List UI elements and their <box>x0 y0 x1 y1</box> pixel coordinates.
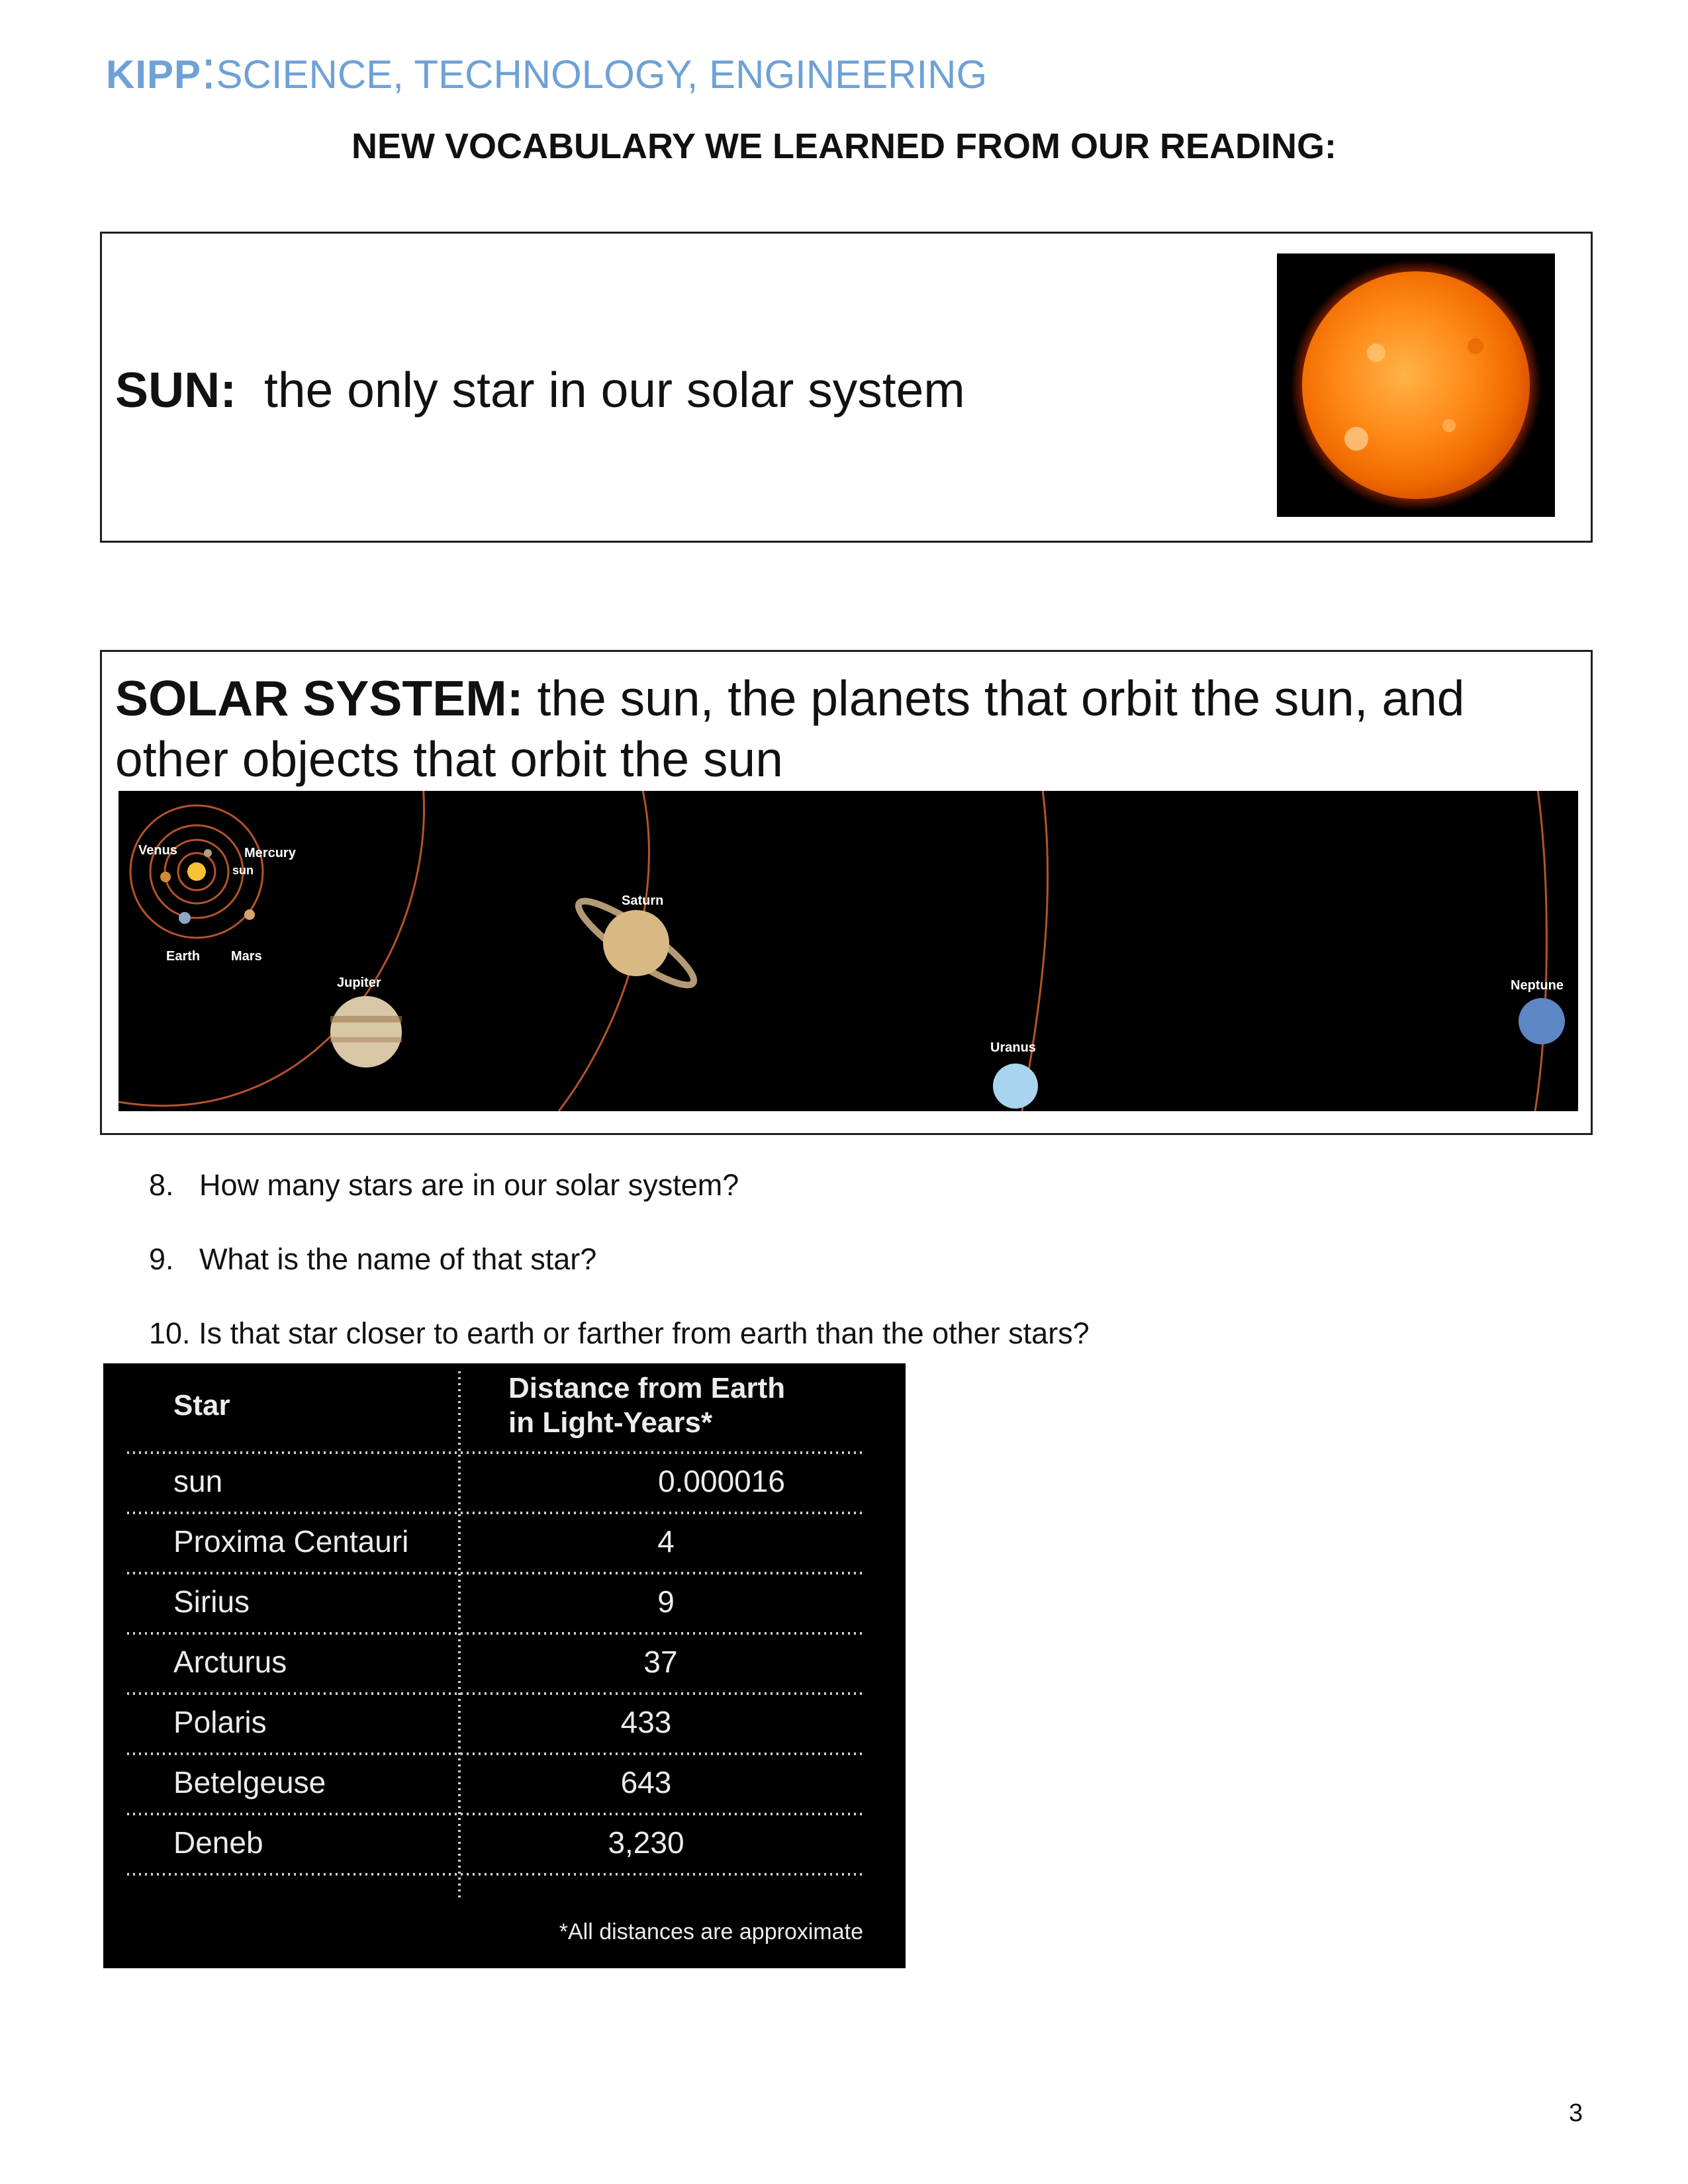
table-cell-distance: 9 <box>657 1584 675 1619</box>
vocab-definition-solar-system: the sun, the planets that orbit the sun, and other objects that orbit the sun <box>115 670 1465 787</box>
table-header-distance: Distance from Earth <box>508 1372 786 1404</box>
vocab-term-solar-system: SOLAR SYSTEM: <box>115 670 524 726</box>
label-uranus: Uranus <box>990 1040 1036 1055</box>
question-item <box>149 1316 1090 1351</box>
question-text: How many stars are in our solar system? <box>199 1168 739 1202</box>
vocab-box-sun <box>100 232 1593 543</box>
sun-photo-icon <box>1277 253 1555 517</box>
table-cell-star: sun <box>173 1464 223 1498</box>
question-text: What is the name of that star? <box>199 1242 597 1276</box>
kipp-brand: KIPP <box>106 52 202 97</box>
page-heading: NEW VOCABULARY WE LEARNED FROM OUR READING: <box>352 126 1336 166</box>
kipp-logo <box>106 52 987 97</box>
vocab-sun-text <box>115 359 965 420</box>
label-mars: Mars <box>231 949 262 964</box>
label-mercury: Mercury <box>244 846 296 860</box>
label-earth: Earth <box>166 949 201 964</box>
vocab-solar-system-text <box>115 668 1571 790</box>
table-cell-distance: 0.000016 <box>658 1464 785 1498</box>
table-cell-distance: 643 <box>620 1765 672 1799</box>
question-text: Is that star closer to earth or farther from earth than the other stars? <box>199 1316 1090 1350</box>
label-venus: Venus <box>138 843 177 858</box>
page-number: 3 <box>1569 2099 1583 2127</box>
table-header-distance-unit: in Light-Years* <box>508 1406 713 1439</box>
solar-system-diagram <box>118 791 1578 1111</box>
table-cell-star: Sirius <box>173 1584 250 1619</box>
vocab-definition-sun: the only star in our solar system <box>264 362 965 418</box>
question-item <box>149 1168 739 1203</box>
question-number: 8. <box>149 1168 174 1202</box>
table-footnote: *All distances are approximate <box>559 1919 863 1944</box>
table-cell-distance: 4 <box>657 1524 675 1559</box>
star-distance-table-graphic <box>103 1363 906 1968</box>
label-sun: sun <box>232 864 254 877</box>
sun-photo <box>1277 253 1555 517</box>
label-neptune: Neptune <box>1511 978 1564 993</box>
table-header-star: Star <box>173 1389 230 1422</box>
logo-separator: ⁚ <box>203 54 215 97</box>
star-distance-table <box>103 1363 906 1968</box>
vocab-box-solar-system <box>100 650 1593 1135</box>
label-jupiter: Jupiter <box>337 976 381 990</box>
vocab-term-sun: SUN: <box>115 362 237 418</box>
table-cell-star: Betelgeuse <box>173 1765 326 1799</box>
table-cell-distance: 433 <box>620 1705 672 1739</box>
table-cell-star: Arcturus <box>173 1645 287 1679</box>
table-cell-distance: 3,230 <box>608 1825 684 1860</box>
logo-subject: SCIENCE, TECHNOLOGY, ENGINEERING <box>216 52 988 97</box>
question-number: 9. <box>149 1242 174 1276</box>
table-cell-star: Polaris <box>173 1705 267 1739</box>
table-cell-distance: 37 <box>643 1645 678 1679</box>
question-item <box>149 1242 596 1277</box>
label-saturn: Saturn <box>622 893 664 908</box>
table-cell-star: Proxima Centauri <box>173 1524 409 1559</box>
solar-system-diagram-icon <box>118 791 1578 1111</box>
table-cell-star: Deneb <box>173 1825 263 1860</box>
question-number: 10. <box>149 1316 191 1350</box>
